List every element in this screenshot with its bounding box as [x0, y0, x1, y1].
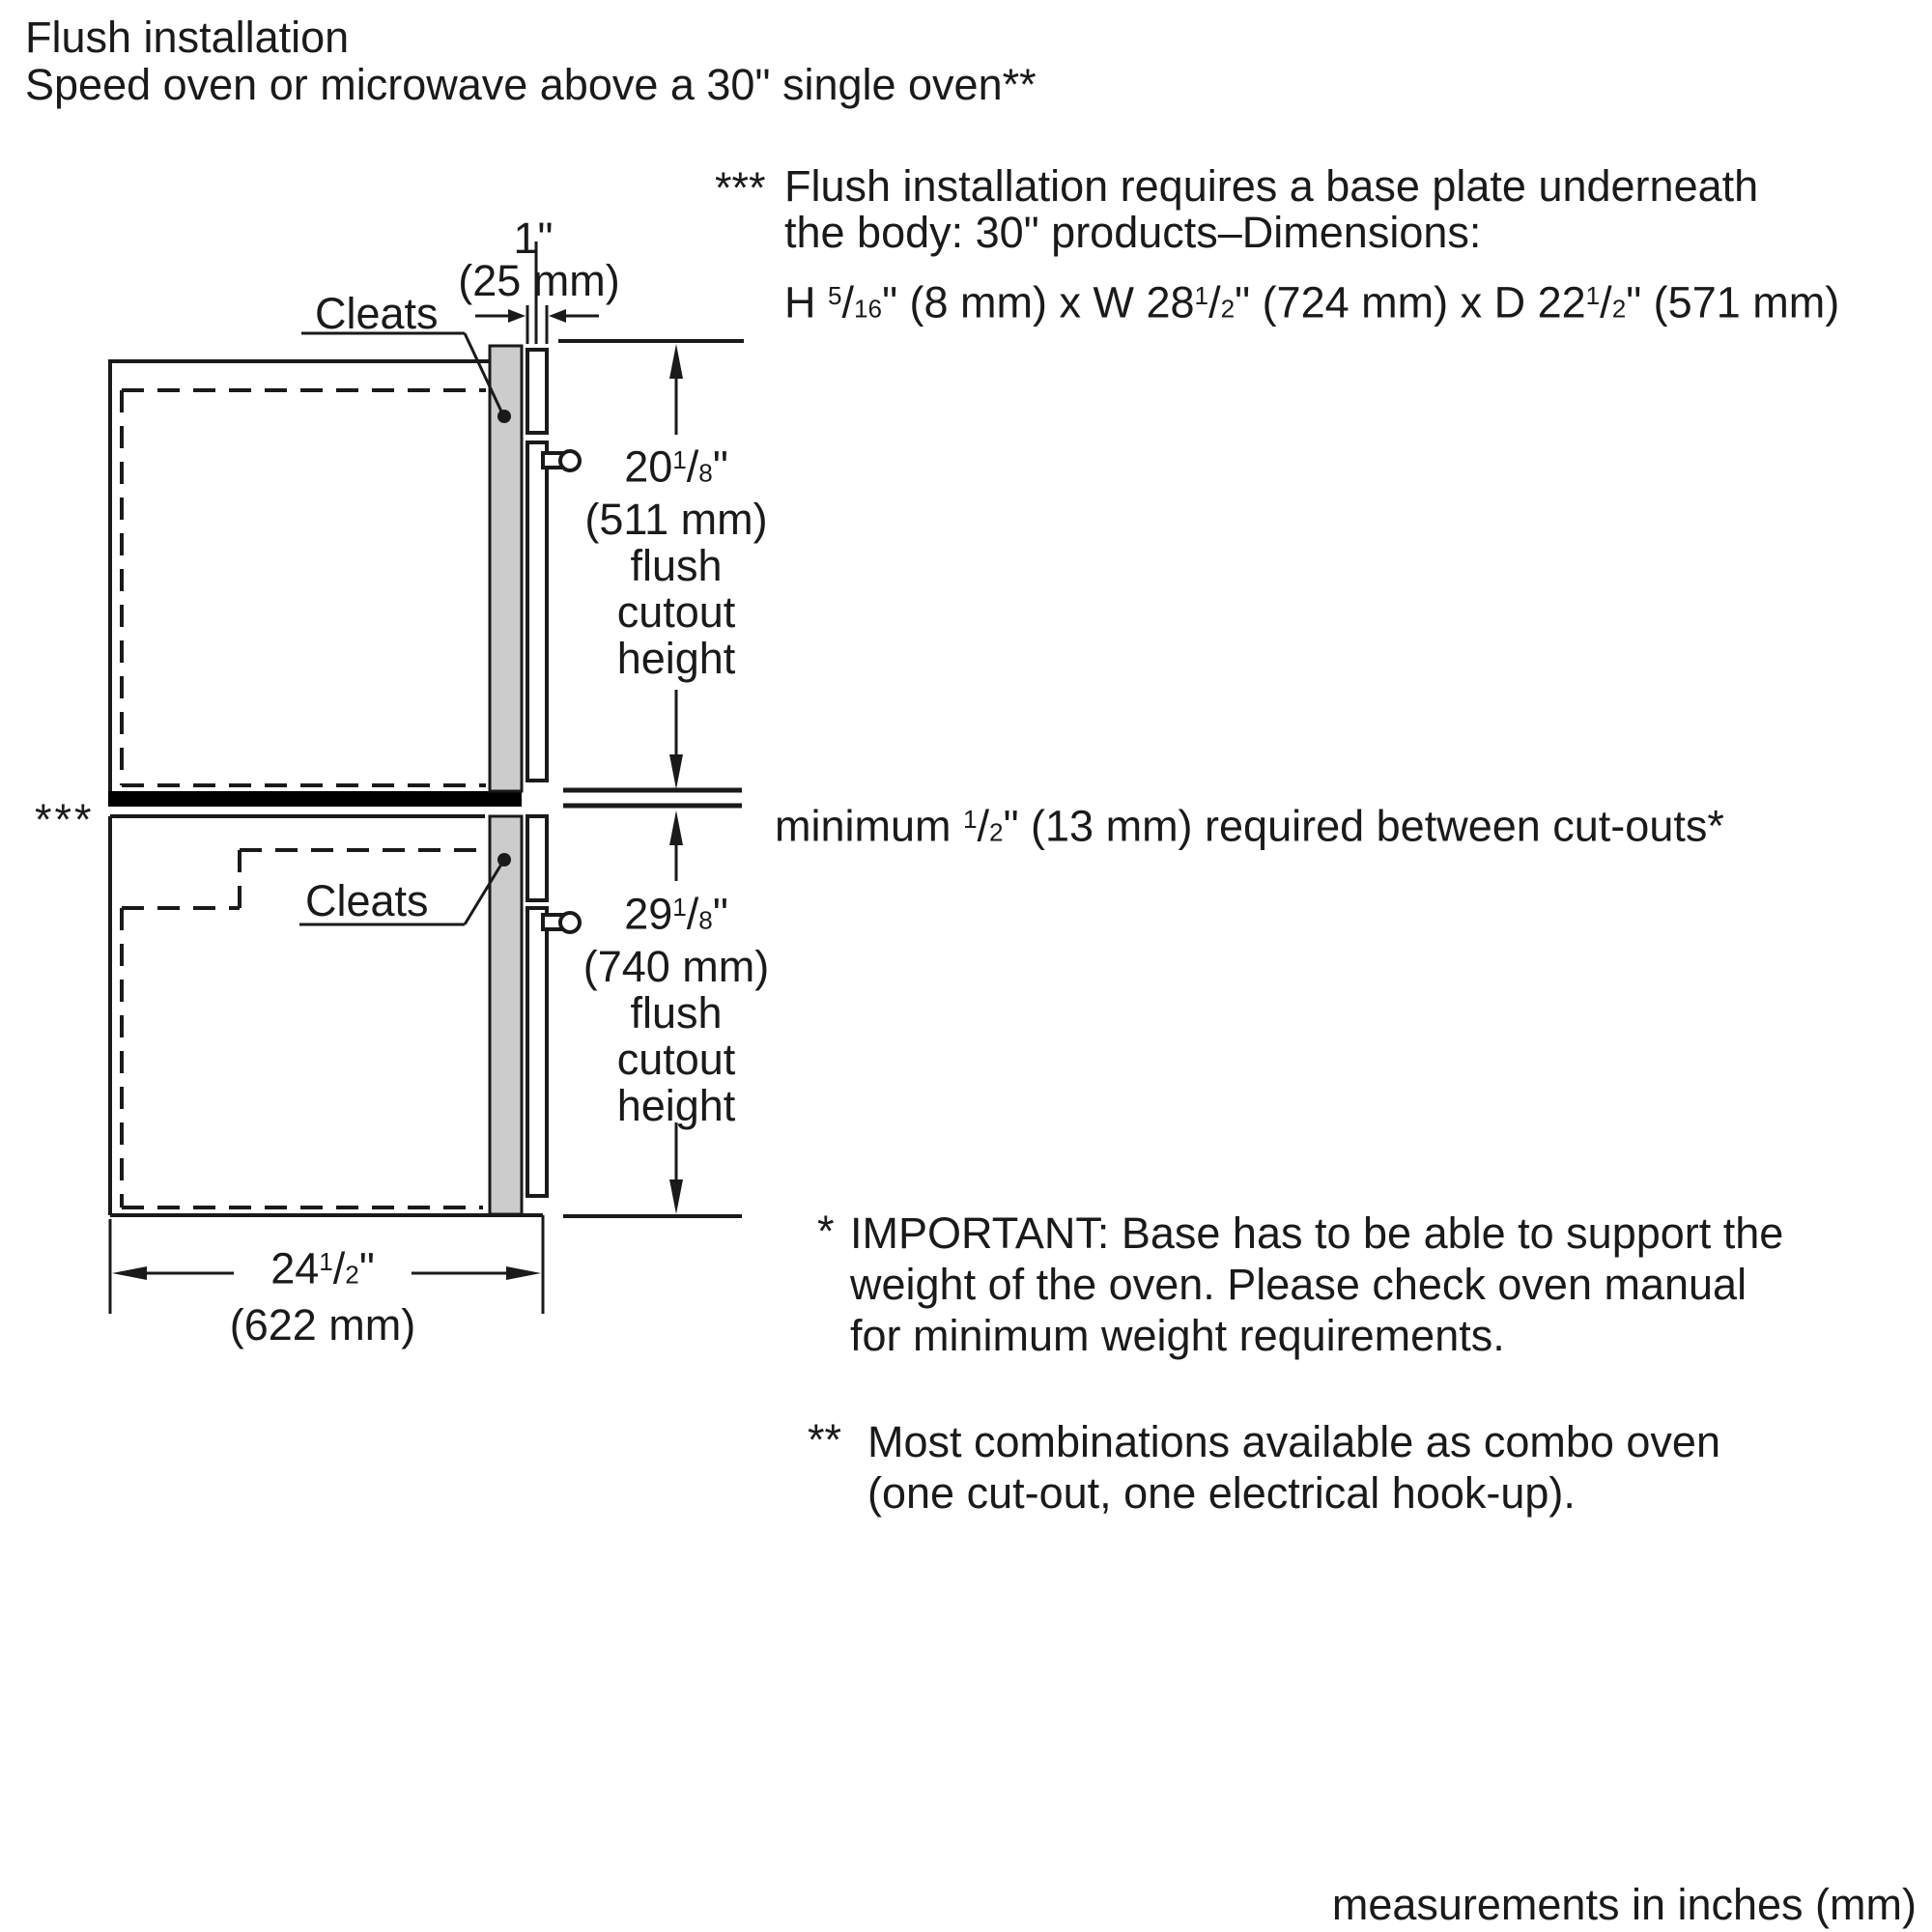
between-cutouts-double-line: [563, 790, 742, 806]
important-note-line3: for minimum weight requirements.: [850, 1311, 1505, 1360]
cleats-label-lower: Cleats: [305, 876, 429, 925]
lower-cutout-dashed: [122, 850, 483, 1208]
measurements-footnote: measurements in inches (mm): [1331, 1880, 1917, 1929]
dim-lower-cutout-desc3: height: [616, 1080, 736, 1130]
title-line-2: Speed oven or microwave above a 30" single oven**: [25, 60, 1037, 109]
dim-lower-cutout-desc2: cutout: [616, 1034, 736, 1084]
upper-cabinet-outline: [110, 359, 490, 791]
dim-depth-inches: 24$^1$/2": [270, 1243, 375, 1293]
important-note-line1: IMPORTANT: Base has to be able to support the: [850, 1208, 1784, 1258]
combo-note-marker: **: [808, 1415, 842, 1464]
important-note-line2: weight of the oven. Please check oven manual: [850, 1260, 1747, 1309]
dim-cleat-width-mm: (25 mm): [458, 256, 620, 305]
dim-upper-cutout-label: [584, 437, 767, 682]
dim-lower-cutout-mm: (740 mm): [582, 941, 770, 991]
mounting-screw-lower-icon: [543, 913, 580, 932]
dim-upper-cutout-desc1: flush: [630, 540, 723, 590]
cleats-label-upper: Cleats: [315, 289, 439, 338]
title-line-1: Flush installation: [25, 13, 350, 62]
dim-cleat-width-inches: 1": [513, 213, 554, 263]
dim-depth-mm: (622 mm): [229, 1299, 416, 1350]
base-plate-note-line3: H $^5$/16" (8 mm) x W 28$^1$/2" (724 mm) x D 22$^1$/2" (571 mm): [784, 277, 1840, 327]
dim-upper-cutout-desc2: cutout: [616, 586, 736, 637]
base-plate-bar: [108, 791, 522, 807]
cleats-leader-upper: [301, 333, 511, 423]
important-note: [850, 1208, 1783, 1361]
upper-cutout-dashed: [122, 390, 486, 785]
dim-lower-cutout-desc1: flush: [630, 987, 723, 1037]
oven-flange-strips: [527, 350, 547, 1196]
dim-upper-cutout-desc3: height: [616, 633, 736, 683]
between-cutouts-note: minimum $^1$/2" (13 mm) required between cut-outs*: [775, 801, 1724, 851]
dim-upper-cutout-inches: 20$^1$/8": [624, 441, 728, 492]
combo-note-line2: (one cut-out, one electrical hook-up).: [867, 1468, 1576, 1518]
page-title: [25, 14, 1037, 108]
dim-depth-label: [230, 1236, 416, 1350]
base-plate-note-line2: the body: 30" products–Dimensions:: [784, 208, 1482, 257]
mounting-screw-upper-icon: [543, 451, 580, 470]
base-plate-note-marker: ***: [715, 163, 766, 213]
combo-note: [867, 1416, 1720, 1519]
dim-lower-cutout-inches: 29$^1$/8": [624, 889, 728, 939]
dim-lower-cutout-label: [583, 884, 770, 1129]
dim-upper-cutout-mm: (511 mm): [584, 494, 768, 544]
combo-note-line1: Most combinations available as combo oven: [867, 1417, 1720, 1466]
triple-star-marker: ***: [35, 795, 95, 844]
base-plate-note-line1: Flush installation requires a base plate underneath: [784, 161, 1759, 211]
important-note-marker: *: [817, 1207, 835, 1256]
